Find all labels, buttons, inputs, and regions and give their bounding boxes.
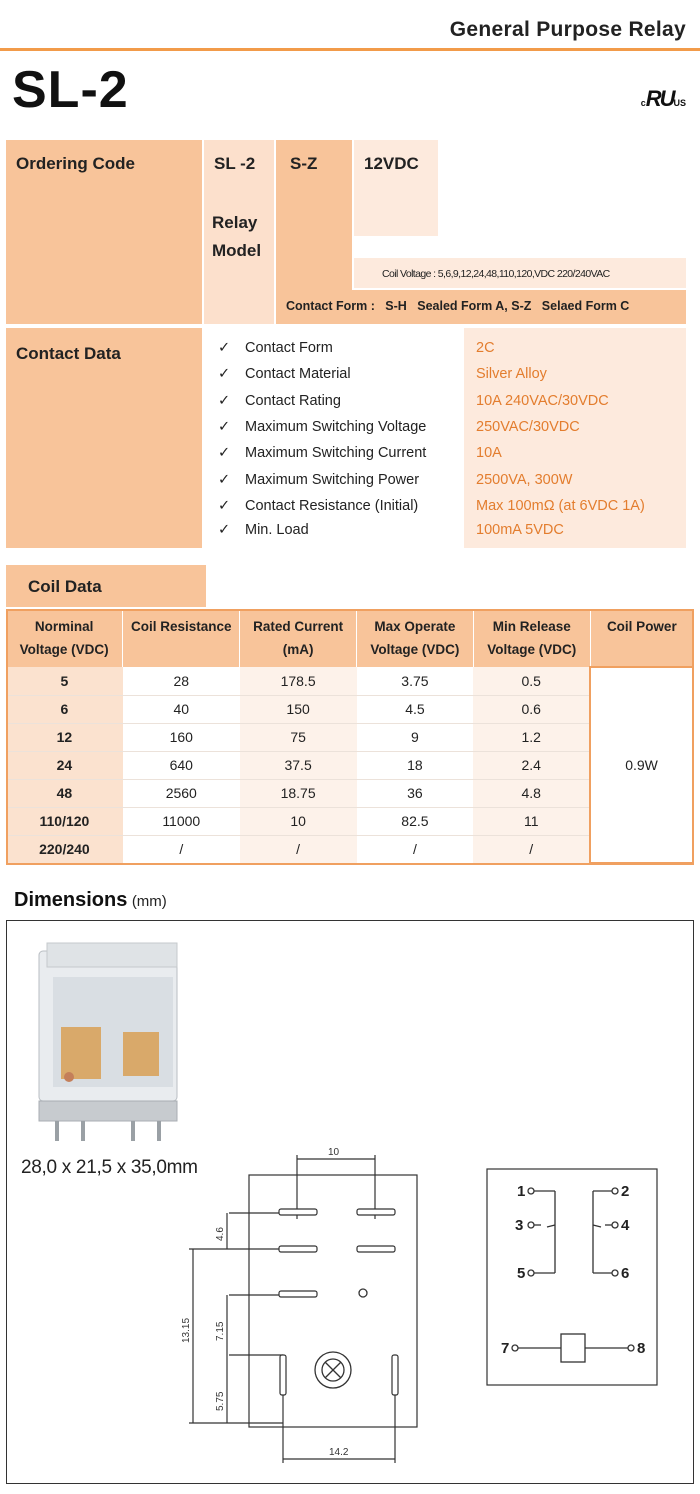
ul-certification-logo: cRUUS [640, 86, 686, 111]
coil-value-cell: 75 [240, 723, 357, 751]
coil-value-cell: 4.5 [357, 695, 474, 723]
dimension-drawing [173, 1145, 443, 1479]
coil-value-cell: 82.5 [357, 807, 474, 835]
coil-value-cell: 11000 [123, 807, 240, 835]
coil-value-cell: 160 [123, 723, 240, 751]
dimensions-drawing-box [6, 920, 694, 1484]
contact-data-label-cell [6, 328, 202, 548]
code-voltage-cell [354, 140, 438, 236]
coil-value-cell: 3.75 [357, 667, 474, 695]
coil-voltage-row [354, 258, 686, 288]
contact-data-name: Maximum Switching Current [245, 445, 427, 461]
dim-13-15: 13.15 [181, 1317, 192, 1343]
pin-8-label: 8 [637, 1340, 646, 1357]
contact-data-name: Contact Material [245, 366, 351, 382]
contact-data-value: Silver Alloy [476, 366, 547, 382]
code-part-2: S-Z [290, 154, 318, 173]
check-mark-icon: ✓ [218, 393, 231, 409]
check-mark-icon: ✓ [218, 419, 231, 435]
coil-value-cell: 4.8 [473, 779, 590, 807]
relay-size-text: 28,0 x 21,5 x 35,0mm [21, 1157, 198, 1178]
pin-1-label: 1 [517, 1183, 526, 1200]
pin-7-label: 7 [501, 1340, 510, 1357]
dimensions-unit: (mm) [131, 893, 167, 910]
contact-data-name: Min. Load [245, 522, 309, 538]
check-mark-icon: ✓ [218, 472, 231, 488]
coil-value-cell: 9 [357, 723, 474, 751]
coil-voltage-cell: 6 [6, 695, 123, 723]
dim-14-2: 14.2 [329, 1447, 349, 1458]
coil-value-cell: 2560 [123, 779, 240, 807]
dim-7-15: 7.15 [215, 1321, 226, 1341]
check-mark-icon: ✓ [218, 498, 231, 514]
relay-model-label-1: Relay [212, 213, 258, 232]
check-mark-icon: ✓ [218, 522, 231, 538]
coil-value-cell: 0.6 [473, 695, 590, 723]
header-min-release-voltage: Min Release Voltage (VDC) [473, 609, 590, 667]
coil-value-cell: 640 [123, 751, 240, 779]
ordering-code-label: Ordering Code [16, 154, 136, 173]
contact-data-value: Max 100mΩ (at 6VDC 1A) [476, 498, 645, 514]
wiring-schematic [485, 1167, 665, 1389]
model-name: SL-2 [12, 61, 129, 119]
contact-data-row [204, 340, 686, 362]
check-mark-icon: ✓ [218, 366, 231, 382]
dim-5-75: 5.75 [215, 1391, 226, 1411]
page-title: General Purpose Relay [449, 18, 686, 41]
coil-value-cell: 18.75 [240, 779, 357, 807]
check-mark-icon: ✓ [218, 445, 231, 461]
contact-data-name: Maximum Switching Voltage [245, 419, 427, 435]
coil-value-cell: 36 [357, 779, 474, 807]
contact-data-row [204, 445, 686, 467]
header-rated-current: Rated Current (mA) [240, 609, 357, 667]
coil-voltage-cell: 110/120 [6, 807, 123, 835]
coil-value-cell: 37.5 [240, 751, 357, 779]
ordering-code-cell [6, 140, 202, 324]
coil-table-row [6, 723, 693, 751]
contact-data-value: 2C [476, 340, 495, 356]
pin-5-label: 5 [517, 1265, 526, 1282]
contact-data-value: 10A 240VAC/30VDC [476, 393, 609, 409]
coil-value-cell: 0.5 [473, 667, 590, 695]
contact-data-name: Contact Form [245, 340, 333, 356]
contact-data-row [204, 522, 686, 544]
coil-value-cell: 18 [357, 751, 474, 779]
page-header [0, 0, 700, 50]
coil-value-cell: 1.2 [473, 723, 590, 751]
contact-data-name: Contact Rating [245, 393, 341, 409]
dim-10: 10 [328, 1147, 340, 1158]
relay-photo [31, 937, 191, 1147]
contact-form-text: Contact Form : S-H Sealed Form A, S-Z Selaed Form C [286, 299, 630, 313]
pin-4-label: 4 [621, 1217, 630, 1234]
contact-data-value: 10A [476, 445, 502, 461]
coil-voltage-cell: 5 [6, 667, 123, 695]
coil-data-label: Coil Data [28, 577, 102, 596]
coil-table-header-row [6, 609, 693, 667]
coil-value-cell: / [357, 835, 474, 863]
coil-value-cell: / [240, 835, 357, 863]
header-coil-resistance: Coil Resistance [123, 609, 240, 667]
header-nominal-voltage: Norminal Voltage (VDC) [6, 609, 123, 667]
header-max-operate-voltage: Max Operate Voltage (VDC) [357, 609, 474, 667]
contact-data-row [204, 498, 686, 520]
coil-table-row [6, 751, 693, 779]
coil-value-cell: / [473, 835, 590, 863]
header-rule [0, 48, 700, 51]
coil-value-cell: 150 [240, 695, 357, 723]
contact-data-name: Contact Resistance (Initial) [245, 498, 419, 514]
pin-3-label: 3 [515, 1217, 524, 1234]
check-mark-icon: ✓ [218, 340, 231, 356]
dim-4-6: 4.6 [215, 1227, 226, 1241]
contact-data-row [204, 393, 686, 415]
contact-form-row [276, 290, 686, 324]
coil-value-cell: 10 [240, 807, 357, 835]
coil-value-cell: 178.5 [240, 667, 357, 695]
contact-data-value: 100mA 5VDC [476, 522, 564, 538]
coil-value-cell: 2.4 [473, 751, 590, 779]
dimensions-label: Dimensions [14, 889, 128, 911]
code-model-cell [204, 140, 274, 324]
contact-data-value: 2500VA, 300W [476, 472, 573, 488]
header-coil-power: Coil Power [590, 609, 693, 667]
coil-table-row [6, 807, 693, 835]
coil-table-row [6, 835, 693, 863]
coil-voltage-cell: 48 [6, 779, 123, 807]
coil-table-row [6, 667, 693, 695]
contact-data-name: Maximum Switching Power [245, 472, 420, 488]
code-part-3: 12VDC [364, 154, 419, 173]
coil-voltage-cell: 12 [6, 723, 123, 751]
contact-data-value: 250VAC/30VDC [476, 419, 580, 435]
coil-voltage-cell: 220/240 [6, 835, 123, 863]
coil-table-row [6, 779, 693, 807]
coil-power-cell: 0.9W [590, 667, 693, 863]
coil-table-row [6, 695, 693, 723]
coil-value-cell: 28 [123, 667, 240, 695]
contact-data-row [204, 419, 686, 441]
code-part-1: SL -2 [214, 154, 256, 173]
coil-data-label-cell [6, 565, 206, 607]
coil-voltage-cell: 24 [6, 751, 123, 779]
relay-model-label-2: Model [212, 241, 262, 260]
contact-data-row [204, 366, 686, 388]
contact-data-list [204, 328, 686, 548]
dimensions-heading [14, 889, 167, 912]
coil-value-cell: / [123, 835, 240, 863]
coil-voltage-text: Coil Voltage : 5,6,9,12,24,48,110,120,VDC 220/240VAC [382, 268, 610, 280]
coil-value-cell: 40 [123, 695, 240, 723]
pin-6-label: 6 [621, 1265, 630, 1282]
contact-data-label: Contact Data [16, 344, 121, 363]
contact-data-row [204, 472, 686, 494]
pin-2-label: 2 [621, 1183, 630, 1200]
coil-value-cell: 11 [473, 807, 590, 835]
coil-data-table [6, 609, 694, 864]
